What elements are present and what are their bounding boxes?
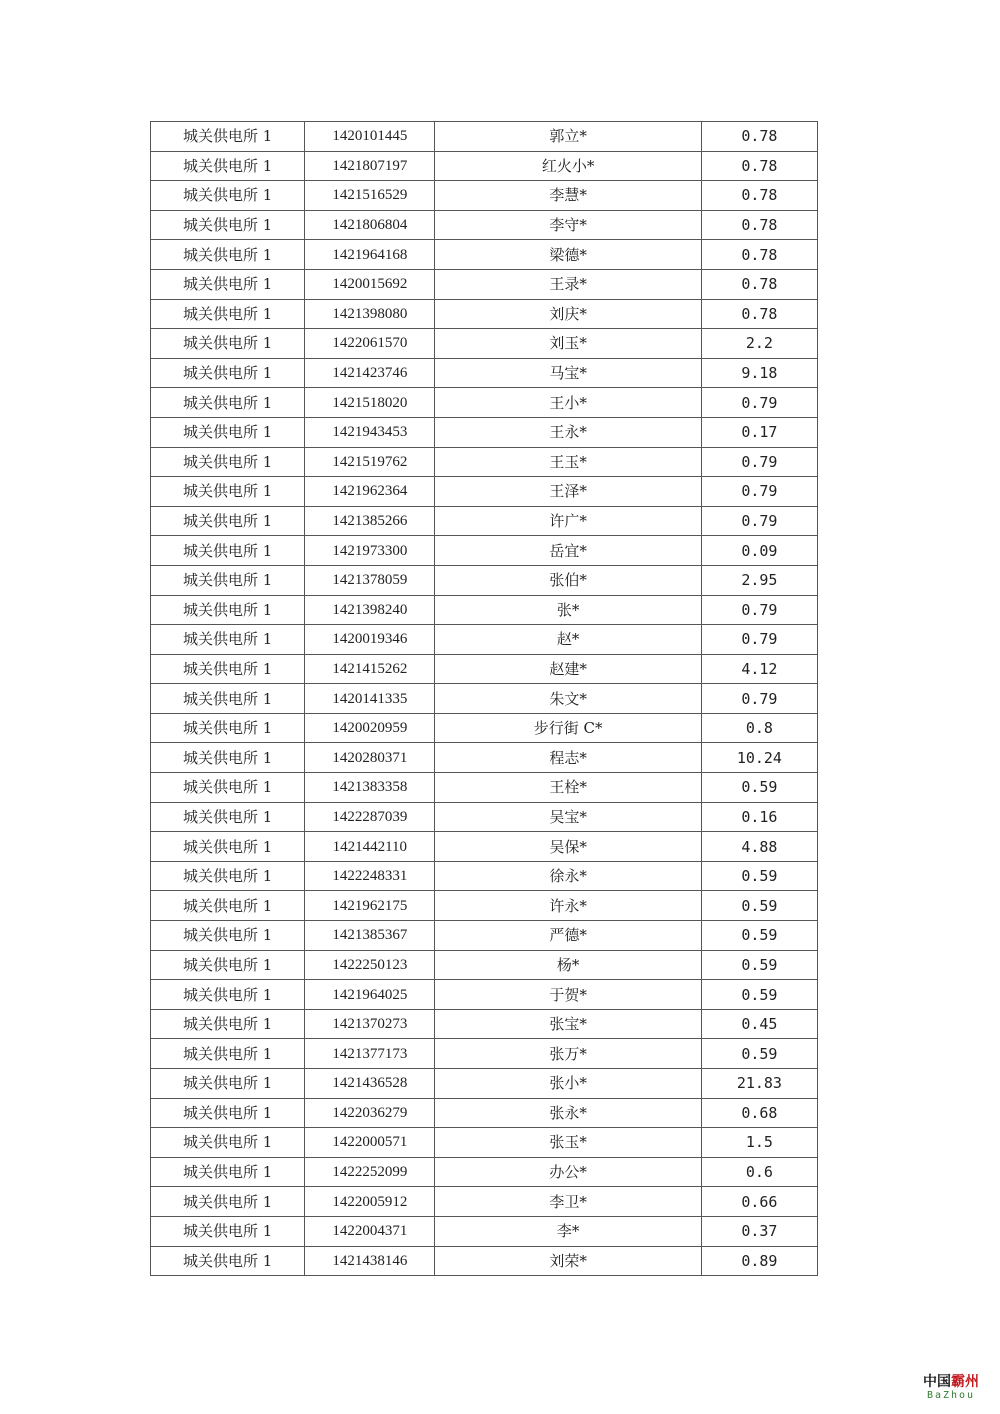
table-row <box>151 536 818 566</box>
cell-name: 张* <box>435 595 701 625</box>
cell-unit: 城关供电所 1 <box>151 773 305 803</box>
cell-account-id: 1421516529 <box>305 181 435 211</box>
table-row <box>151 417 818 447</box>
cell-account-id: 1421377173 <box>305 1039 435 1069</box>
cell-value: 0.78 <box>701 210 817 240</box>
cell-name: 刘荣* <box>435 1246 701 1276</box>
cell-name: 许广* <box>435 506 701 536</box>
cell-name: 李* <box>435 1216 701 1246</box>
cell-name: 梁德* <box>435 240 701 270</box>
cell-value: 0.78 <box>701 122 817 152</box>
cell-name: 杨* <box>435 950 701 980</box>
cell-value: 0.66 <box>701 1187 817 1217</box>
table-row <box>151 269 818 299</box>
cell-unit: 城关供电所 1 <box>151 1157 305 1187</box>
cell-unit: 城关供电所 1 <box>151 181 305 211</box>
cell-account-id: 1421398080 <box>305 299 435 329</box>
cell-value: 21.83 <box>701 1069 817 1099</box>
cell-unit: 城关供电所 1 <box>151 1187 305 1217</box>
cell-unit: 城关供电所 1 <box>151 1039 305 1069</box>
cell-unit: 城关供电所 1 <box>151 861 305 891</box>
cell-name: 许永* <box>435 891 701 921</box>
cell-value: 0.6 <box>701 1157 817 1187</box>
cell-unit: 城关供电所 1 <box>151 122 305 152</box>
table-row <box>151 891 818 921</box>
cell-unit: 城关供电所 1 <box>151 210 305 240</box>
cell-account-id: 1421423746 <box>305 358 435 388</box>
cell-name: 李守* <box>435 210 701 240</box>
cell-account-id: 1421962175 <box>305 891 435 921</box>
table-row <box>151 181 818 211</box>
cell-value: 0.59 <box>701 980 817 1010</box>
cell-account-id: 1421973300 <box>305 536 435 566</box>
cell-account-id: 1421415262 <box>305 654 435 684</box>
table-row <box>151 329 818 359</box>
cell-account-id: 1421436528 <box>305 1069 435 1099</box>
watermark-title <box>920 1374 982 1390</box>
cell-value: 0.59 <box>701 950 817 980</box>
table-row <box>151 565 818 595</box>
cell-account-id: 1421385266 <box>305 506 435 536</box>
cell-value: 0.59 <box>701 921 817 951</box>
cell-unit: 城关供电所 1 <box>151 684 305 714</box>
cell-account-id: 1421943453 <box>305 417 435 447</box>
cell-account-id: 1421519762 <box>305 447 435 477</box>
cell-value: 9.18 <box>701 358 817 388</box>
cell-account-id: 1421807197 <box>305 151 435 181</box>
cell-value: 2.95 <box>701 565 817 595</box>
table-row <box>151 1069 818 1099</box>
cell-value: 0.79 <box>701 595 817 625</box>
cell-name: 严德* <box>435 921 701 951</box>
cell-name: 程志* <box>435 743 701 773</box>
table-row <box>151 1098 818 1128</box>
cell-value: 0.79 <box>701 684 817 714</box>
cell-account-id: 1422250123 <box>305 950 435 980</box>
cell-value: 0.78 <box>701 299 817 329</box>
cell-name: 李慧* <box>435 181 701 211</box>
table-row <box>151 654 818 684</box>
cell-name: 张小* <box>435 1069 701 1099</box>
cell-account-id: 1422252099 <box>305 1157 435 1187</box>
table-row <box>151 240 818 270</box>
cell-name: 赵* <box>435 625 701 655</box>
cell-name: 吴宝* <box>435 802 701 832</box>
cell-name: 张伯* <box>435 565 701 595</box>
table-row <box>151 684 818 714</box>
cell-value: 0.59 <box>701 1039 817 1069</box>
table-row <box>151 358 818 388</box>
cell-value: 0.59 <box>701 861 817 891</box>
cell-value: 0.79 <box>701 477 817 507</box>
cell-value: 2.2 <box>701 329 817 359</box>
cell-unit: 城关供电所 1 <box>151 654 305 684</box>
cell-name: 王泽* <box>435 477 701 507</box>
cell-name: 吴保* <box>435 832 701 862</box>
cell-unit: 城关供电所 1 <box>151 1216 305 1246</box>
table-row <box>151 1216 818 1246</box>
table-row <box>151 299 818 329</box>
table-row <box>151 980 818 1010</box>
cell-unit: 城关供电所 1 <box>151 891 305 921</box>
cell-name: 王录* <box>435 269 701 299</box>
cell-unit: 城关供电所 1 <box>151 329 305 359</box>
table-row <box>151 861 818 891</box>
cell-name: 于贺* <box>435 980 701 1010</box>
cell-name: 张玉* <box>435 1128 701 1158</box>
cell-unit: 城关供电所 1 <box>151 1069 305 1099</box>
table-row <box>151 122 818 152</box>
cell-name: 张宝* <box>435 1009 701 1039</box>
cell-account-id: 1422248331 <box>305 861 435 891</box>
cell-value: 0.79 <box>701 388 817 418</box>
cell-account-id: 1421806804 <box>305 210 435 240</box>
cell-unit: 城关供电所 1 <box>151 921 305 951</box>
cell-unit: 城关供电所 1 <box>151 1098 305 1128</box>
cell-value: 0.78 <box>701 151 817 181</box>
cell-value: 1.5 <box>701 1128 817 1158</box>
cell-account-id: 1421962364 <box>305 477 435 507</box>
table-row <box>151 713 818 743</box>
cell-name: 王永* <box>435 417 701 447</box>
cell-unit: 城关供电所 1 <box>151 1128 305 1158</box>
cell-account-id: 1420020959 <box>305 713 435 743</box>
cell-name: 刘庆* <box>435 299 701 329</box>
table-body <box>151 122 818 1276</box>
cell-unit: 城关供电所 1 <box>151 417 305 447</box>
cell-unit: 城关供电所 1 <box>151 151 305 181</box>
cell-unit: 城关供电所 1 <box>151 358 305 388</box>
cell-account-id: 1421438146 <box>305 1246 435 1276</box>
cell-name: 红火小* <box>435 151 701 181</box>
cell-unit: 城关供电所 1 <box>151 625 305 655</box>
cell-account-id: 1421964025 <box>305 980 435 1010</box>
cell-name: 办公* <box>435 1157 701 1187</box>
cell-unit: 城关供电所 1 <box>151 595 305 625</box>
cell-unit: 城关供电所 1 <box>151 299 305 329</box>
table-row <box>151 950 818 980</box>
table-row <box>151 151 818 181</box>
cell-value: 0.79 <box>701 447 817 477</box>
table-row <box>151 388 818 418</box>
cell-value: 0.09 <box>701 536 817 566</box>
data-table <box>150 121 818 1276</box>
cell-value: 0.78 <box>701 181 817 211</box>
cell-value: 0.79 <box>701 506 817 536</box>
cell-name: 赵建* <box>435 654 701 684</box>
cell-value: 0.68 <box>701 1098 817 1128</box>
table-row <box>151 506 818 536</box>
cell-value: 0.8 <box>701 713 817 743</box>
table-row <box>151 802 818 832</box>
cell-unit: 城关供电所 1 <box>151 713 305 743</box>
cell-name: 朱文* <box>435 684 701 714</box>
cell-value: 0.45 <box>701 1009 817 1039</box>
table-row <box>151 921 818 951</box>
cell-name: 马宝* <box>435 358 701 388</box>
cell-unit: 城关供电所 1 <box>151 477 305 507</box>
cell-account-id: 1421383358 <box>305 773 435 803</box>
cell-unit: 城关供电所 1 <box>151 240 305 270</box>
cell-account-id: 1422036279 <box>305 1098 435 1128</box>
cell-name: 步行街 C* <box>435 713 701 743</box>
cell-account-id: 1421964168 <box>305 240 435 270</box>
cell-unit: 城关供电所 1 <box>151 506 305 536</box>
cell-account-id: 1420015692 <box>305 269 435 299</box>
cell-account-id: 1420019346 <box>305 625 435 655</box>
cell-name: 徐永* <box>435 861 701 891</box>
table-row <box>151 1039 818 1069</box>
table-row <box>151 1157 818 1187</box>
cell-unit: 城关供电所 1 <box>151 980 305 1010</box>
cell-unit: 城关供电所 1 <box>151 832 305 862</box>
cell-unit: 城关供电所 1 <box>151 447 305 477</box>
cell-name: 王栓* <box>435 773 701 803</box>
table-row <box>151 477 818 507</box>
cell-account-id: 1422005912 <box>305 1187 435 1217</box>
table-row <box>151 1009 818 1039</box>
table-row <box>151 743 818 773</box>
cell-account-id: 1421442110 <box>305 832 435 862</box>
watermark-logo <box>920 1374 982 1402</box>
table-row <box>151 1246 818 1276</box>
cell-value: 0.79 <box>701 625 817 655</box>
table-row <box>151 832 818 862</box>
cell-value: 4.88 <box>701 832 817 862</box>
cell-account-id: 1421398240 <box>305 595 435 625</box>
watermark-subtitle: BaZhou <box>926 1390 976 1401</box>
cell-name: 王玉* <box>435 447 701 477</box>
cell-name: 李卫* <box>435 1187 701 1217</box>
cell-value: 4.12 <box>701 654 817 684</box>
cell-account-id: 1422004371 <box>305 1216 435 1246</box>
cell-unit: 城关供电所 1 <box>151 269 305 299</box>
cell-unit: 城关供电所 1 <box>151 388 305 418</box>
cell-value: 0.16 <box>701 802 817 832</box>
cell-account-id: 1422287039 <box>305 802 435 832</box>
cell-name: 王小* <box>435 388 701 418</box>
cell-account-id: 1420280371 <box>305 743 435 773</box>
cell-account-id: 1421378059 <box>305 565 435 595</box>
cell-unit: 城关供电所 1 <box>151 743 305 773</box>
cell-unit: 城关供电所 1 <box>151 1246 305 1276</box>
cell-value: 10.24 <box>701 743 817 773</box>
table-row <box>151 595 818 625</box>
table-row <box>151 210 818 240</box>
cell-name: 岳宜* <box>435 536 701 566</box>
watermark-part1: 中国 <box>923 1374 951 1390</box>
cell-name: 刘玉* <box>435 329 701 359</box>
cell-unit: 城关供电所 1 <box>151 565 305 595</box>
cell-unit: 城关供电所 1 <box>151 950 305 980</box>
cell-value: 0.89 <box>701 1246 817 1276</box>
table-row <box>151 1128 818 1158</box>
cell-account-id: 1420141335 <box>305 684 435 714</box>
watermark-part2: 霸州 <box>951 1374 979 1390</box>
cell-unit: 城关供电所 1 <box>151 536 305 566</box>
cell-account-id: 1420101445 <box>305 122 435 152</box>
cell-value: 0.37 <box>701 1216 817 1246</box>
table-row <box>151 625 818 655</box>
table-row <box>151 773 818 803</box>
cell-value: 0.59 <box>701 891 817 921</box>
cell-account-id: 1422000571 <box>305 1128 435 1158</box>
cell-name: 张永* <box>435 1098 701 1128</box>
cell-account-id: 1421385367 <box>305 921 435 951</box>
cell-value: 0.78 <box>701 269 817 299</box>
cell-unit: 城关供电所 1 <box>151 1009 305 1039</box>
cell-value: 0.59 <box>701 773 817 803</box>
cell-account-id: 1422061570 <box>305 329 435 359</box>
cell-name: 张万* <box>435 1039 701 1069</box>
cell-value: 0.78 <box>701 240 817 270</box>
cell-name: 郭立* <box>435 122 701 152</box>
table-row <box>151 1187 818 1217</box>
table-row <box>151 447 818 477</box>
cell-value: 0.17 <box>701 417 817 447</box>
cell-unit: 城关供电所 1 <box>151 802 305 832</box>
cell-account-id: 1421518020 <box>305 388 435 418</box>
cell-account-id: 1421370273 <box>305 1009 435 1039</box>
